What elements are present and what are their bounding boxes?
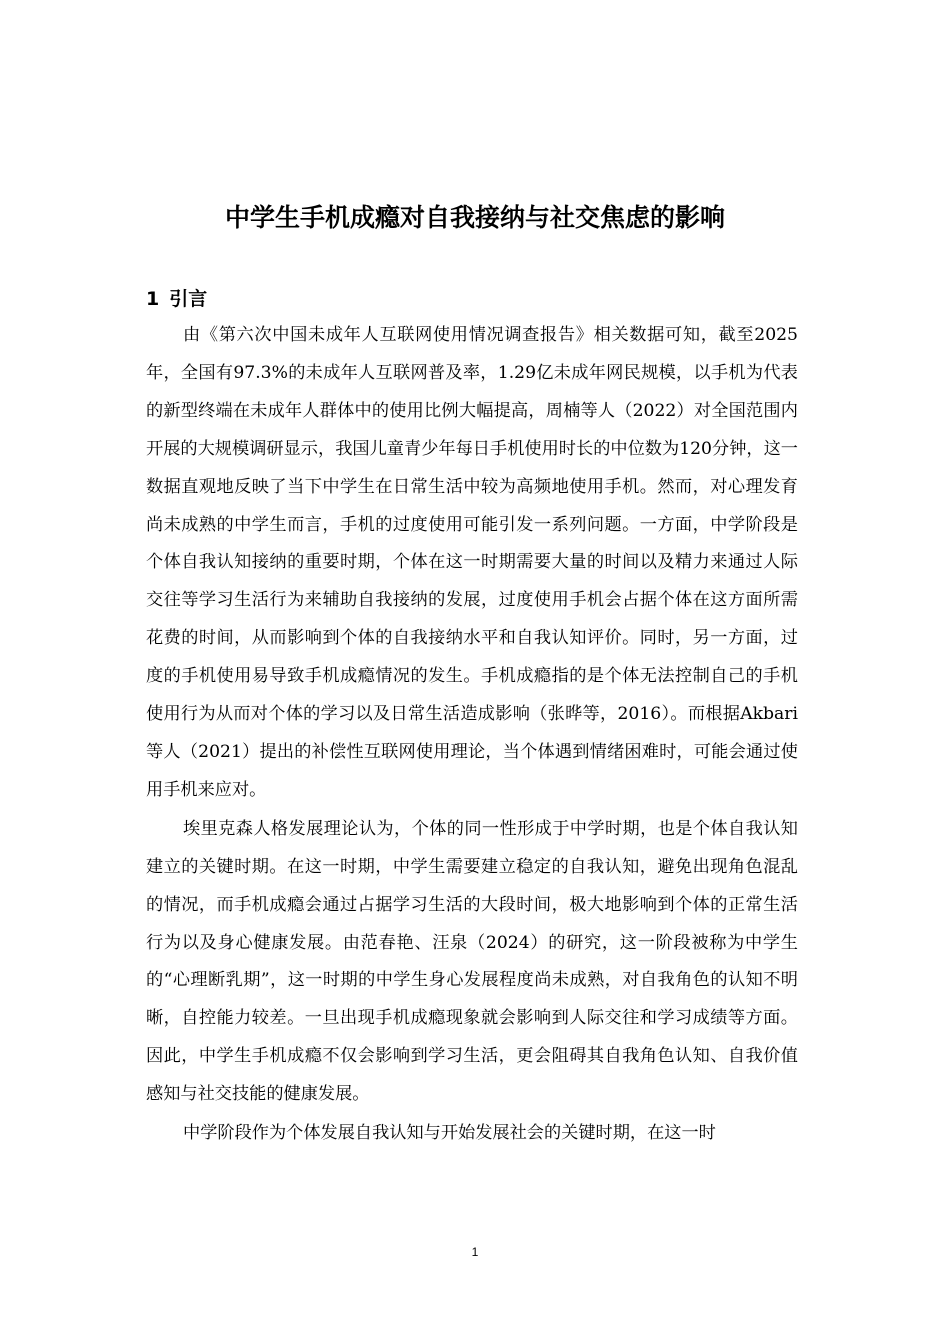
paragraph: 中学阶段作为个体发展自我认知与开始发展社会的关键时期，在这一时	[183, 1123, 716, 1144]
body-text	[146, 317, 798, 1153]
page-number: 1	[471, 1245, 479, 1259]
section-title: 引言	[169, 288, 208, 310]
paragraph: 由《第六次中国未成年人互联网使用情况调查报告》相关数据可知，截至2025年，全国有97.3%的未成年人互联网普及率，1.29亿未成年网民规模，以手机为代表的新型终端在未成年人群体中的使用比例大幅提高，周楠等人（2022）对全国范围内开展的大规模调研显示，我国儿童青少年每日手机使用时长的中位数为120分钟，这一数据直观地反映了当下中学生在日常生活中较为高频地使用手机。然而，对心理发育尚未成熟的中学生而言，手机的过度使用可能引发一系列问题。一方面，中学阶段是个体自我认知接纳的重要时期，个体在这一时期需要大量的时间以及精力来通过人际交往等学习生活行为来辅助自我接纳的发展，过度使用手机会占据个体在这方面所需花费的时间，从而影响到个体的自我接纳水平和自我认知评价。同时，另一方面，过度的手机使用易导致手机成瘾情况的发生。手机成瘾指的是个体无法控制自己的手机使用行为从而对个体的学习以及日常生活造成影响（张晔等，2016）。而根据Akbari等人（2021）提出的补偿性互联网使用理论，当个体遇到情绪困难时，可能会通过使用手机来应对。	[146, 325, 798, 800]
section-number: 1	[146, 288, 160, 310]
paragraph: 埃里克森人格发展理论认为，个体的同一性形成于中学时期，也是个体自我认知建立的关键时期。在这一时期，中学生需要建立稳定的自我认知，避免出现角色混乱的情况，而手机成瘾会通过占据学习生活的大段时间，极大地影响到个体的正常生活行为以及身心健康发展。由范春艳、汪泉（2024）的研究，这一阶段被称为中学生的“心理断乳期”，这一时期的中学生身心发展程度尚未成熟，对自我角色的认知不明晰，自控能力较差。一旦出现手机成瘾现象就会影响到人际交往和学习成绩等方面。因此，中学生手机成瘾不仅会影响到学习生活，更会阻碍其自我角色认知、自我价值感知与社交技能的健康发展。	[146, 818, 798, 1105]
section-heading	[146, 284, 207, 314]
paper-title: 中学生手机成瘾对自我接纳与社交焦虑的影响	[224, 203, 725, 232]
